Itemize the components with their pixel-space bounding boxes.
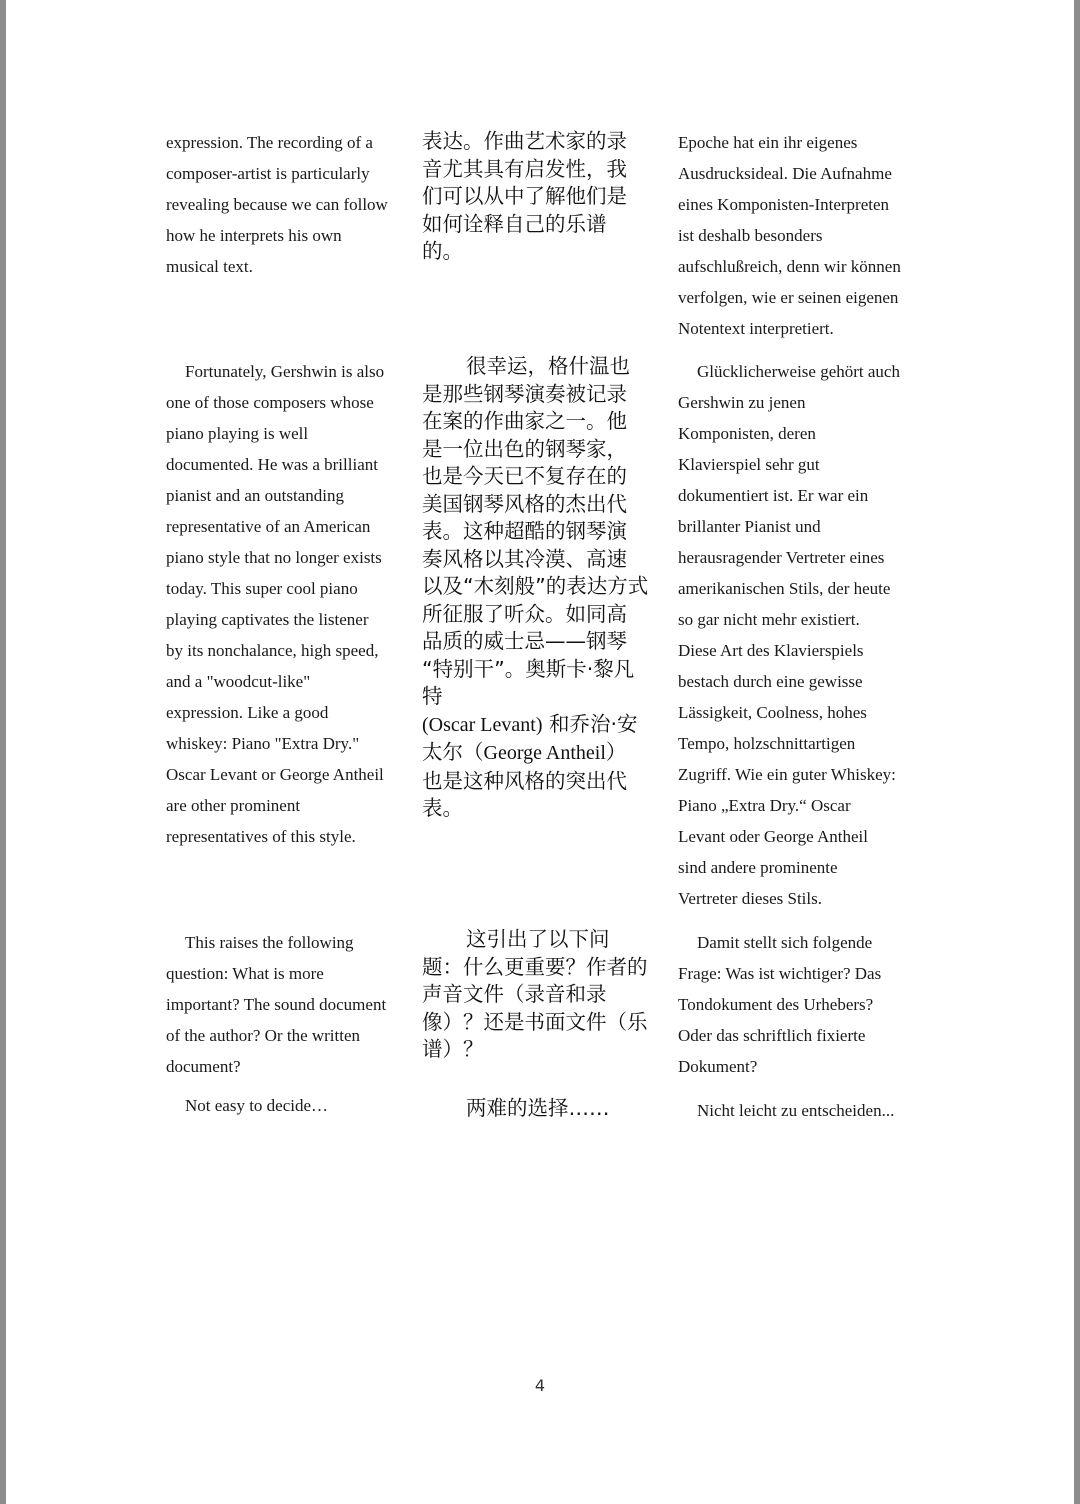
text-line: 在案的作曲家之一。他 [422,409,627,433]
text-line: 像）？还是书面文件（乐 [422,1009,648,1034]
text-line: documented. He was a brilliant [166,455,378,474]
chinese-paragraph-1 [422,128,627,266]
text-line: 音尤其具有启发性，我 [422,156,627,181]
text-line: by its nonchalance, high speed, [166,641,379,660]
chinese-paragraph-2 [422,353,648,823]
german-paragraph-4 [678,1095,894,1126]
text-line: representatives of this style. [166,827,356,846]
text-line: 两难的选择…… [466,1096,610,1120]
page-right-edge [1074,0,1080,1504]
text-line: 们可以从中了解他们是 [422,184,627,208]
english-paragraph-2 [166,356,384,852]
text-line: 以及“木刻般”的表达方式 [422,574,649,598]
text-line: 品质的威士忌——钢琴 [422,629,627,653]
text-line [422,739,648,768]
text-line: Glücklicherweise gehört auch [697,362,900,381]
text-line: Damit stellt sich folgende [697,933,873,952]
text-line: 也是这种风格的突出代 [422,768,627,793]
text-line: bestach durch eine gewisse [678,672,863,691]
text-line: composer-artist is particularly [166,164,370,183]
text-line: question: What is more [166,964,324,983]
chinese-paragraph-3 [422,926,648,1064]
german-paragraph-3 [678,927,881,1082]
text-line: document? [166,1057,241,1076]
text-line: important? The sound document [166,995,387,1014]
text-line: Tondokument des Urhebers? [678,995,874,1014]
text-fragment: ） [605,740,627,764]
german-paragraph-2 [678,356,900,914]
text-line: Dokument? [678,1057,758,1076]
text-line: Zugriff. Wie ein guter Whiskey: [678,765,896,784]
text-line: pianist and an outstanding [166,486,345,505]
text-line: piano style that no longer exists [166,548,382,567]
text-line: dokumentiert ist. Er war ein [678,486,869,505]
text-line: revealing because we can follow [166,195,388,214]
text-line: today. This super cool piano [166,579,358,598]
text-line: “特别干”。奥斯卡·黎凡 [422,656,635,681]
text-line: Fortunately, Gershwin is also [185,362,385,381]
page-left-edge [0,0,6,1504]
text-line: 也是今天已不复存在的 [422,464,627,488]
text-fragment: 太尔（ [422,740,484,764]
text-line: are other prominent [166,796,301,815]
text-line: Frage: Was ist wichtiger? Das [678,964,882,983]
text-line: Epoche hat ein ihr eigenes [678,133,858,152]
text-line: Oscar Levant or George Antheil [166,765,384,784]
text-line: Piano „Extra Dry.“ Oscar [678,796,851,815]
text-line: Lässigkeit, Coolness, hohes [678,703,867,722]
text-line: playing captivates the listener [166,610,369,629]
text-line: 是那些钢琴演奏被记录 [422,381,627,406]
text-fragment: 和乔治·安 [542,711,638,736]
text-line: expression. The recording of a [166,133,373,152]
text-line: 这引出了以下问 [466,927,610,951]
text-line: musical text. [166,257,253,276]
text-line: Ausdrucksideal. Die Aufnahme [678,164,892,183]
english-paragraph-1 [166,127,388,282]
text-line: 表。这种超酷的钢琴演 [422,519,627,543]
text-line: of the author? Or the written [166,1026,361,1045]
text-line: expression. Like a good [166,703,329,722]
text-line: 奏风格以其冷漠、高速 [422,546,627,571]
text-line: This raises the following [185,933,354,952]
text-line: Not easy to decide… [185,1096,329,1115]
chinese-paragraph-4 [422,1095,610,1123]
text-line: whiskey: Piano "Extra Dry." [166,734,360,753]
text-line: herausragender Vertreter eines [678,548,885,567]
text-line: 的。 [422,239,463,263]
latin-name: (Oscar Levant) [422,713,543,736]
text-line: Komponisten, deren [678,424,816,443]
text-line: Levant oder George Antheil [678,827,868,846]
text-line: 题：什么更重要？作者的 [422,954,648,979]
text-line: Diese Art des Klavierspiels [678,641,864,660]
text-line: Oder das schriftlich fixierte [678,1026,866,1045]
text-line: 特 [422,684,443,708]
text-line: representative of an American [166,517,371,536]
english-paragraph-4 [166,1090,328,1121]
text-line: Vertreter dieses Stils. [678,889,822,908]
text-line: 如何诠释自己的乐谱 [422,211,607,236]
page-number: 4 [534,1376,546,1395]
text-line: 所征服了听众。如同高 [422,601,627,626]
text-line: amerikanischen Stils, der heute [678,579,891,598]
text-line: 很幸运，格什温也 [466,354,630,378]
text-line: aufschlußreich, denn wir können [678,257,901,276]
text-line [422,711,648,740]
text-line: brillanter Pianist und [678,517,821,536]
text-line: and a "woodcut-like" [166,672,311,691]
text-line: Gershwin zu jenen [678,393,806,412]
text-line: how he interprets his own [166,226,342,245]
german-paragraph-1 [678,127,901,344]
text-line: 是一位出色的钢琴家， [422,436,627,461]
text-line: 声音文件（录音和录 [422,982,607,1006]
text-line: Nicht leicht zu entscheiden... [697,1101,895,1120]
english-paragraph-3 [166,927,386,1082]
text-line: 谱）？ [422,1037,484,1061]
latin-name: George Antheil [483,742,606,764]
text-line: 美国钢琴风格的杰出代 [422,491,627,516]
text-line: Klavierspiel sehr gut [678,455,820,474]
text-line: Tempo, holzschnittartigen [678,734,856,753]
text-line: ist deshalb besonders [678,226,823,245]
text-line: 表。 [422,796,463,820]
text-line: sind andere prominente [678,858,838,877]
text-line: verfolgen, wie er seinen eigenen [678,288,899,307]
text-line: 表达。作曲艺术家的录 [422,129,627,153]
text-line: so gar nicht mehr existiert. [678,610,860,629]
text-line: one of those composers whose [166,393,374,412]
text-line: piano playing is well [166,424,309,443]
text-line: eines Komponisten-Interpreten [678,195,890,214]
text-line: Notentext interpretiert. [678,319,834,338]
